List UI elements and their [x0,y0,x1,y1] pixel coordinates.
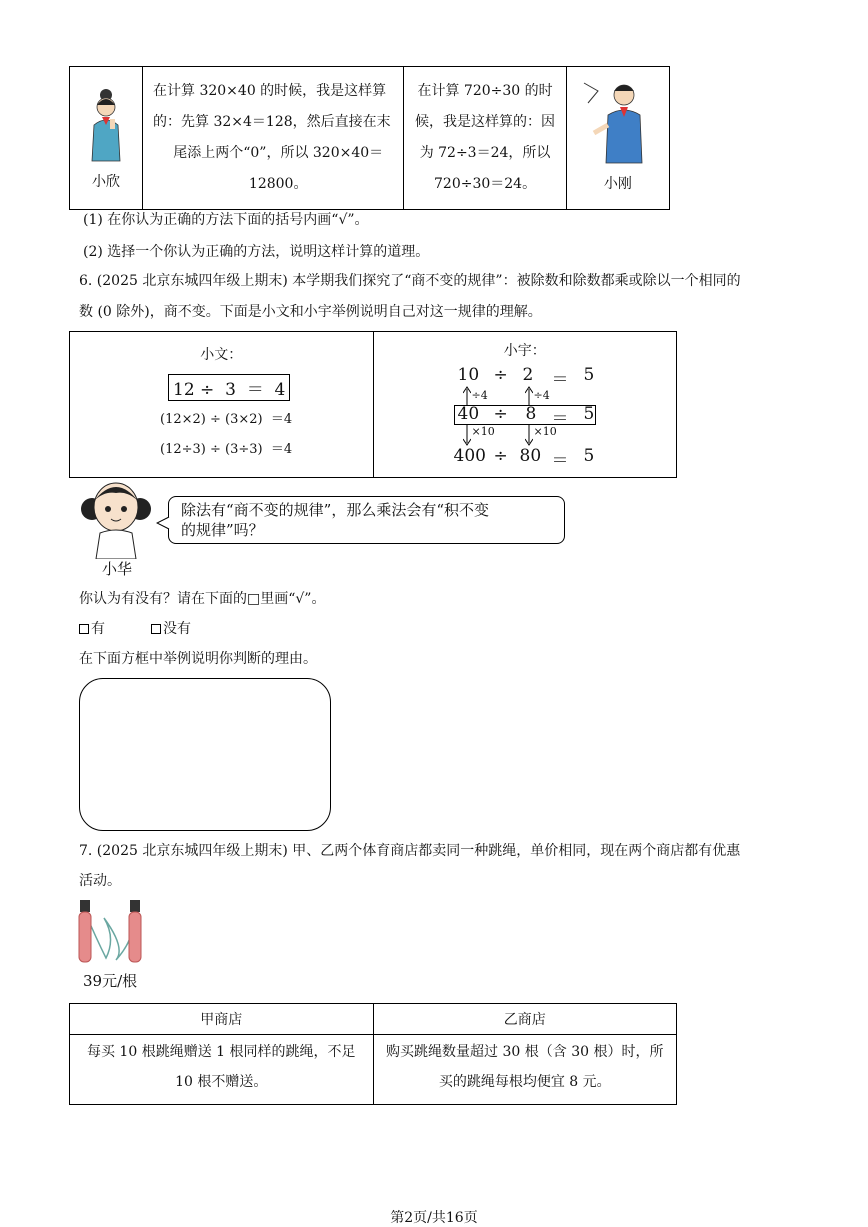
xiaoyu-r2-eq: ＝ [551,409,569,429]
page-footer: 第2页/共16页 [390,1210,478,1226]
q6-ask: 你认为有没有？请在下面的□里画“√”。 [79,591,326,607]
xiaowen-equation-2: (12×2) ÷ (3×2) ＝4 [160,412,293,427]
speech-line: 除法有“商不变的规律”，那么乘法会有“积不变 [181,501,490,519]
xiaogang-line: 在计算 720÷30 的时 [417,83,553,99]
shop-a-header: 甲商店 [70,1004,374,1035]
xiaoxin-line: 12800。 [248,176,308,192]
xiaogang-line: 候，我是这样算的：因 [415,114,556,130]
checkbox-yes[interactable] [79,624,89,634]
xiaohua-name: 小华 [102,560,133,578]
q6-explain: 在下面方框中举例说明你判断的理由。 [79,651,317,667]
xiaogang-figure-icon [578,77,658,167]
shop-a-offer-line: 每买 10 根跳绳赠送 1 根同样的跳绳，不足 [86,1044,356,1060]
xiaoyu-r2-dividend: 40 [457,404,480,424]
xiaoyu-op-down-right: ×10 [533,425,557,438]
xiaogang-name: 小刚 [603,176,632,192]
shop-a-offer [70,1035,374,1105]
price-label: 39元/根 [83,972,138,990]
arrow-down-icon [525,424,533,446]
arrow-up-icon [525,386,533,406]
xiaoyu-r3-dividend: 400 [453,446,486,466]
xiaoyu-cell [373,332,677,478]
xiaoyu-r3-op: ÷ [493,446,508,466]
shop-a-offer-line: 10 根不赠送。 [175,1074,268,1090]
xiaoyu-r1-op: ÷ [493,365,508,385]
xiaogang-line: 720÷30＝24。 [434,176,537,192]
xiaoyu-title: 小宇： [503,343,546,359]
xiaowen-cell [70,332,374,478]
q5-subquestion-1: (1) 在你认为正确的方法下面的括号内画“√”。 [83,212,369,228]
xiaoyu-r2-divisor: 8 [525,404,537,424]
arrow-up-icon [463,386,471,406]
xiaoyu-r3-divisor: 80 [519,446,542,466]
shop-b-header: 乙商店 [373,1004,677,1035]
q6-stem-line-2: 数 (0 除外)，商不变。下面是小文和小宇举例说明自己对这一规律的理解。 [79,304,542,320]
speech-bubble [168,496,565,544]
xiaoyu-r2-quotient: 5 [583,404,595,424]
q7-stem-line-2: 活动。 [79,873,121,889]
option-no-label: 没有 [163,621,191,637]
xiaoxin-line: 在计算 320×40 的时候，我是这样算 [153,83,387,99]
xiaohua-girl-icon [78,477,154,559]
xiaoyu-r3-quotient: 5 [583,446,595,466]
xiaogang-line: 为 72÷3＝24，所以 [419,145,551,161]
xiaoxin-name: 小欣 [92,174,120,190]
shop-b-offer [373,1035,677,1105]
jump-rope-icon [76,898,146,964]
xiaoyu-r2-op: ÷ [493,404,508,424]
xiaoxin-figure-icon [84,85,128,165]
shop-b-offer-line: 买的跳绳每根均便宜 8 元。 [438,1074,611,1090]
xiaoyu-op-up-right: ÷4 [533,389,550,402]
option-yes-label: 有 [91,621,105,637]
xiaowen-equation-3: (12÷3) ÷ (3÷3) ＝4 [160,442,293,457]
q6-table [69,331,677,478]
xiaoxin-line: 的：先算 32×4＝128，然后直接在末 [153,114,391,130]
q5-subquestion-2: (2) 选择一个你认为正确的方法，说明这样计算的道理。 [83,244,430,260]
q7-stem-line-1: 7. (2025 北京东城四年级上期末) 甲、乙两个体育商店都卖同一种跳绳，单价相同，现在两个商店都有优惠 [79,843,741,859]
xiaowen-title: 小文： [200,347,243,363]
answer-box[interactable] [79,678,331,831]
xiaowen-equation-box: 12 ÷ 3 ＝ 4 [168,374,290,401]
xiaoxin-text-cell [143,67,404,210]
xiaoxin-cell [70,67,143,210]
option-no[interactable] [151,614,191,644]
q7-shop-table [69,1003,677,1105]
q5-table [69,66,670,210]
xiaoxin-line: 尾添上两个“0”，所以 320×40＝ [173,145,384,161]
checkbox-no[interactable] [151,624,161,634]
shop-b-offer-line: 购买跳绳数量超过 30 根（含 30 根）时，所 [386,1044,664,1060]
speech-line: 的规律”吗？ [181,521,264,539]
xiaoyu-op-up-left: ÷4 [471,389,488,402]
option-yes[interactable] [79,614,105,644]
xiaoyu-r1-dividend: 10 [457,365,480,385]
xiaogang-text-cell [404,67,566,210]
xiaoyu-r1-divisor: 2 [522,365,534,385]
xiaoyu-r1-quotient: 5 [583,365,595,385]
xiaogang-cell [566,67,669,210]
xiaoyu-r3-eq: ＝ [551,451,569,471]
xiaoyu-op-down-left: ×10 [471,425,495,438]
q6-stem-line-1: 6. (2025 北京东城四年级上期末) 本学期我们探究了“商不变的规律”：被除数和除数都乘或除以一个相同的 [79,273,741,289]
xiaoyu-r1-eq: ＝ [551,370,569,390]
bubble-tail [156,516,170,530]
arrow-down-icon [463,424,471,446]
